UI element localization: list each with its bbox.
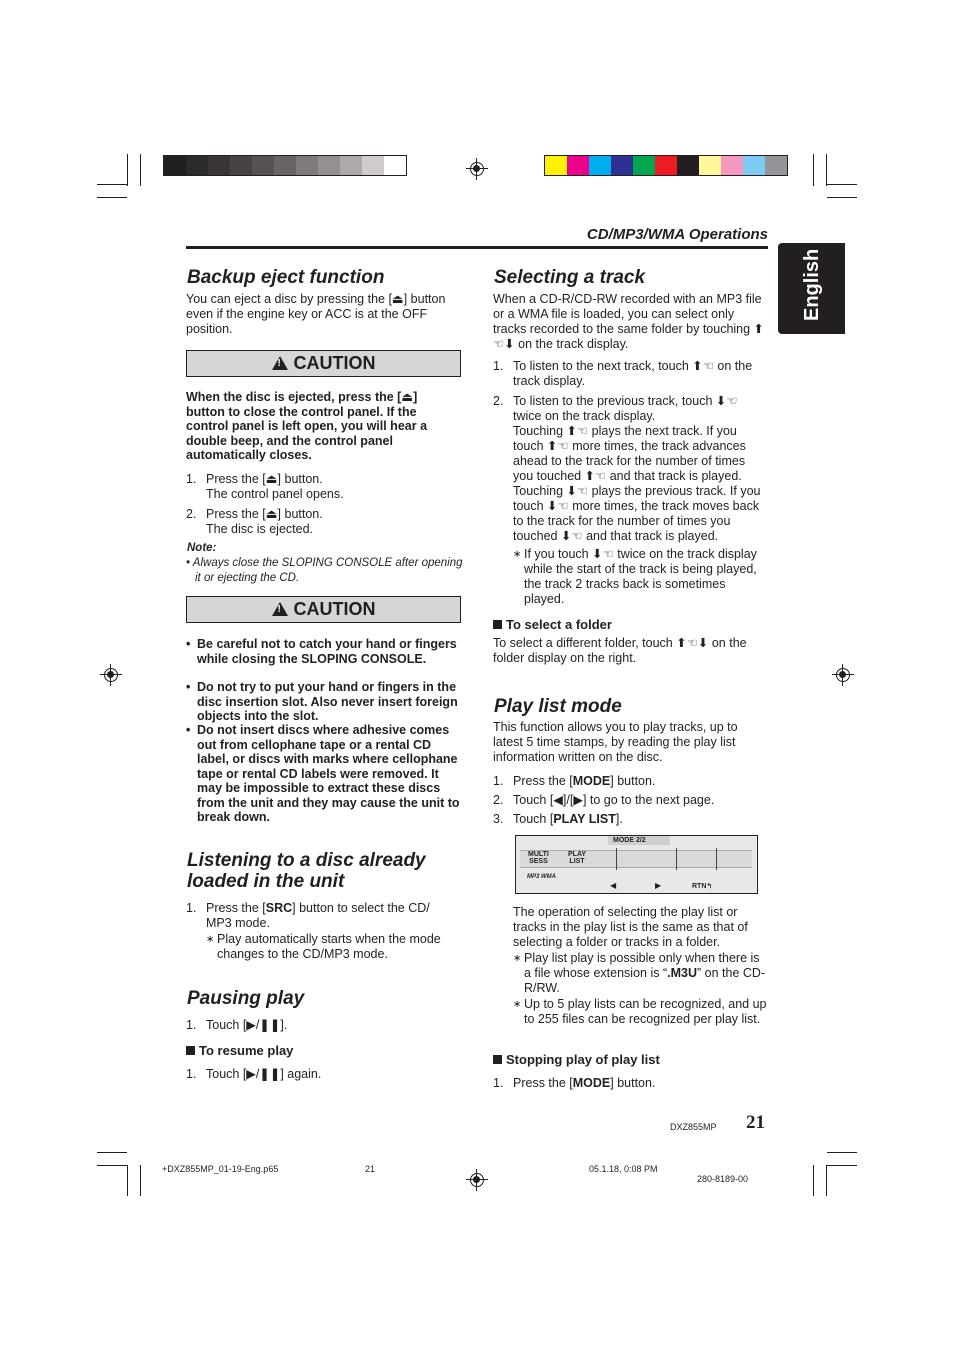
step-text: Press the [ [513, 1076, 573, 1090]
color-swatch [677, 156, 699, 175]
step-number: 1. [186, 901, 197, 915]
m3u-extension: .M3U [667, 966, 698, 980]
mp3-wma-logo: MP3 WMA [527, 874, 556, 880]
step-text: To listen to the previous track, touch ⬇☜ twice on the track display. [513, 394, 738, 423]
backup-eject-title: Backup eject function [187, 267, 385, 288]
folder-title: To select a folder [506, 617, 612, 632]
folder-text: To select a different folder, touch ⬆☜⬇ on the folder display on the right. [493, 636, 747, 665]
caution-bullet: • Do not insert discs where adhesive comes out from cellophane tape or a rental CD label, or discs with marks where cellophane tape or rental CD labels were removed. It may be impossible to extract these discs from the unit and they may cause the unit to break down. [186, 723, 460, 824]
caution-box [186, 596, 461, 623]
color-swatch [743, 156, 765, 175]
playlist-title: Play list mode [494, 696, 622, 717]
warning-triangle-icon [272, 356, 288, 370]
step-text: Press the [ [206, 901, 266, 915]
selecting-note: ∗ If you touch ⬇☜ twice on the track display while the start of the track is being played, the track 2 tracks back is sometimes played. [513, 547, 767, 607]
gray-swatch [340, 156, 362, 175]
step-number: 1. [493, 1076, 504, 1090]
playlist-step [493, 812, 765, 827]
section-title: CD/MP3/WMA Operations [586, 226, 768, 243]
play-list-label: PLAY [568, 851, 587, 858]
print-date: 05.1.18, 0:08 PM [589, 1164, 658, 1174]
step-number: 1. [186, 472, 197, 486]
color-swatch [721, 156, 743, 175]
warning-triangle-icon [272, 602, 288, 616]
display-illustration [515, 835, 758, 894]
caution-box [186, 350, 461, 377]
language-tab [778, 243, 845, 334]
cmyk-color-bar [544, 155, 788, 176]
step-number: 1. [493, 774, 504, 788]
playlist-after: The operation of selecting the play list or tracks in the play list is the same as that of selecting a folder or tracks in a folder. [513, 905, 748, 949]
listening-step [186, 901, 448, 931]
gray-swatch [252, 156, 274, 175]
caution-text: When the disc is ejected, press the [⏏] button to close the control panel. If the control panel is left open, you will hear a double beep, and the control panel automatically closes. [186, 390, 428, 462]
playlist-note-text: Play list play is possible only when there is a file whose extension is “ [524, 951, 760, 980]
caution-label: CAUTION [293, 599, 376, 619]
gray-swatch [318, 156, 340, 175]
lcd-lines [520, 850, 752, 868]
step-text: ]. [615, 812, 623, 826]
multi-session-label: MULTI [528, 851, 549, 858]
color-swatch [655, 156, 677, 175]
lcd-divider [616, 848, 617, 870]
caution-bullet: • Do not try to put your hand or fingers in the disc insertion slot. Also never insert foreign objects into the slot. [186, 680, 458, 723]
resume-step [186, 1067, 448, 1082]
pausing-step [186, 1018, 448, 1033]
selecting-intro: When a CD-R/CD-RW recorded with an MP3 file or a WMA file is loaded, you can select only tracks recorded to the same folder by touching ⬆☜⬇ on the track display. [493, 292, 765, 351]
step-text: Press the [ [513, 774, 573, 788]
playlist-step [493, 774, 765, 789]
file-name: +DXZ855MP_01-19-Eng.p65 [162, 1164, 279, 1174]
step-number: 1. [186, 1067, 197, 1081]
gray-swatch [208, 156, 230, 175]
listening-title [187, 850, 426, 892]
caution-bullet: • Be careful not to catch your hand or fingers while closing the SLOPING CONSOLE. [186, 637, 457, 666]
note-label: Note: [187, 542, 217, 554]
playlist-step [493, 793, 765, 808]
playlist-intro: This function allows you to play tracks, up to latest 5 time stamps, by reading the play list information written on the disc. [493, 720, 738, 764]
step-text: Touch [ [513, 812, 554, 826]
eject-step [186, 472, 456, 502]
pausing-title: Pausing play [187, 988, 305, 1009]
color-swatch [589, 156, 611, 175]
page-number: 21 [746, 1112, 765, 1133]
square-bullet-icon [493, 1055, 502, 1064]
square-bullet-icon [186, 1046, 195, 1055]
listening-note: ∗ Play automatically starts when the mode changes to the CD/MP3 mode. [206, 932, 454, 962]
step-text: ] button. [610, 1076, 656, 1090]
multi-session-label: SESS [529, 858, 548, 865]
color-swatch [611, 156, 633, 175]
step-number: 1. [493, 359, 504, 373]
color-swatch [545, 156, 567, 175]
mode-key: MODE [572, 1076, 611, 1090]
gray-swatch [186, 156, 208, 175]
page-left-button[interactable]: ◀ [610, 881, 617, 890]
playlist-note-text: ” on the CD-R/RW. [524, 966, 766, 995]
gray-swatch [274, 156, 296, 175]
registration-mark-icon [832, 664, 854, 686]
language-tab-label: English [801, 248, 823, 321]
resume-title: To resume play [199, 1043, 294, 1058]
step-number: 3. [493, 812, 504, 826]
stop-step [493, 1076, 765, 1091]
playlist-note: ∗ Up to 5 play lists can be recognized, and up to 255 files can be recognized per play list. [513, 997, 767, 1026]
play-list-label: LIST [569, 858, 585, 865]
note-text: • Always close the SLOPING CONSOLE after opening it or ejecting the CD. [186, 557, 463, 584]
color-swatch [633, 156, 655, 175]
step-result: The control panel opens. [206, 487, 344, 501]
mode-key: MODE [572, 774, 611, 788]
selecting-step [493, 394, 768, 544]
step-number: 2. [186, 507, 197, 521]
part-code: 280-8189-00 [697, 1174, 749, 1184]
listening-title-line1: Listening to a disc already [187, 850, 426, 871]
step-text: ] button to select the CD/ MP3 mode. [206, 901, 430, 930]
gray-swatch [384, 156, 406, 175]
selecting-step [493, 359, 765, 389]
stop-subheading [493, 1052, 660, 1067]
backup-eject-intro: You can eject a disc by pressing the [⏏] button even if the engine key or ACC is at the OFF position. [186, 292, 446, 336]
caution-label: CAUTION [293, 353, 376, 373]
step-text: Touch [◀]/[▶] to go to the next page. [513, 793, 715, 807]
stop-title: Stopping play of play list [506, 1052, 660, 1067]
step-text: ] button. [610, 774, 656, 788]
return-button[interactable]: RTN↰ [692, 883, 713, 890]
step-detail: Touching ⬆☜ plays the next track. If you touch ⬆☜ more times, the track advances ahead to the track for the number of times you touched ⬆☜ and that track is played. Touching ⬇☜ plays the previous track. If you touch ⬇☜ more times, the track moves back to the track for the number of times you touched ⬇☜ and that track is played. [513, 424, 761, 543]
step-text: Touch [▶/❚❚]. [206, 1018, 288, 1032]
lcd-mode-indicator: MODE 2/2 [613, 837, 646, 844]
gray-swatch [362, 156, 384, 175]
step-text: Press the [⏏] button. [206, 507, 323, 521]
square-bullet-icon [493, 620, 502, 629]
caution-bullet-text: Be careful not to catch your hand or fingers while closing the SLOPING CONSOLE. [197, 637, 457, 666]
selecting-note-text: If you touch ⬇☜ twice on the track display while the start of the track is being played, the track 2 tracks back is sometimes played. [524, 547, 757, 606]
step-number: 2. [493, 793, 504, 807]
registration-mark-icon [466, 158, 488, 180]
src-key: SRC [265, 901, 293, 915]
playlist-note-text: Up to 5 play lists can be recognized, and up to 255 files can be recognized per play list. [524, 997, 767, 1026]
file-page: 21 [365, 1164, 376, 1174]
step-text: Press the [⏏] button. [206, 472, 323, 486]
step-text: Touch [▶/❚❚] again. [206, 1067, 322, 1081]
resume-subheading [186, 1043, 293, 1058]
gray-color-bar [163, 155, 407, 176]
listening-note-text: Play automatically starts when the mode changes to the CD/MP3 mode. [217, 932, 441, 961]
caution-bullet-text: Do not try to put your hand or fingers in the disc insertion slot. Also never insert foreign objects into the slot. [197, 680, 458, 723]
lcd-divider [676, 848, 677, 870]
step-result: The disc is ejected. [206, 522, 313, 536]
registration-mark-icon [466, 1169, 488, 1191]
gray-swatch [296, 156, 318, 175]
color-swatch [765, 156, 787, 175]
color-swatch [567, 156, 589, 175]
registration-mark-icon [100, 664, 122, 686]
model-number: DXZ855MP [670, 1122, 717, 1132]
selecting-title: Selecting a track [494, 267, 646, 288]
lcd-divider [716, 848, 717, 870]
play-list-key: PLAY LIST [553, 812, 616, 826]
playlist-note: ∗ Play list play is possible only when there is a file whose extension is “.M3U” on the CD-R/RW. [513, 951, 766, 995]
color-swatch [699, 156, 721, 175]
multi-session-button[interactable] [528, 851, 549, 865]
step-number: 2. [493, 394, 504, 408]
gray-swatch [164, 156, 186, 175]
header-rule [186, 246, 768, 249]
page-right-button[interactable]: ▶ [655, 881, 662, 890]
listening-title-line2: loaded in the unit [187, 871, 345, 892]
play-list-button[interactable] [568, 851, 586, 865]
gray-swatch [230, 156, 252, 175]
caution-bullet-text: Do not insert discs where adhesive comes out from cellophane tape or a rental CD label, or discs with marks where cellophane tape or rental CD labels were removed. It may be impossible to extract these discs from the unit and they may cause the unit to break down. [197, 723, 460, 824]
eject-step [186, 507, 456, 537]
folder-subheading [493, 617, 612, 632]
step-number: 1. [186, 1018, 197, 1032]
step-text: To listen to the next track, touch ⬆☜ on the track display. [513, 359, 753, 388]
